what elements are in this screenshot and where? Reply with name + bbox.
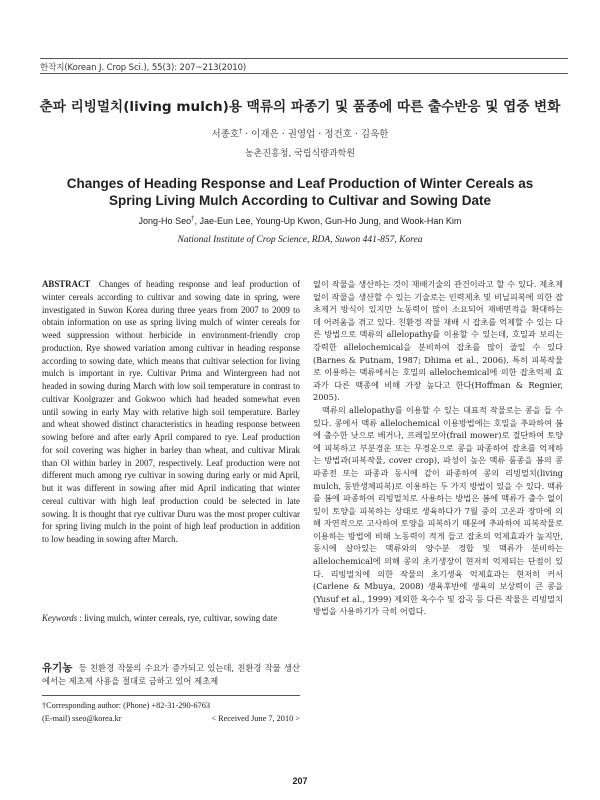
footnote-received: < Received June 7, 2010 > (211, 714, 300, 723)
keywords-label: Keywords (42, 613, 78, 623)
keywords (42, 612, 352, 625)
introduction (42, 662, 300, 688)
corresponding-mark: † (239, 127, 243, 135)
page-number: 207 (292, 776, 308, 786)
footnote-rule (42, 695, 300, 696)
english-coauthors: , Jae-Eun Lee, Young-Up Kwon, Gun-Ho Jung, and Wook-Han Kim (194, 216, 462, 226)
right-column-paragraph-1: 없이 작물을 생산하는 것이 재배기술의 관건이라고 할 수 있다. 제초제 없이 작물을 생산할 수 있는 기술로는 인력제초 및 비닐피복에 의한 잡초제거 방식이 있지만 노동력이 많이 소요되어 재배면적을 확대하는 데 어려움을 겪고 있다. 친환경 작물 재배 시 잡초를 억제할 수 있는 다른 방법으로 맥류의 allelopathy를 이용할 수 있는데, 호밀과 보리는 강력한 allelochemical을 분비하여 잡초를 많이 줄일 수 있다(Barnes & Putnam, 1987; Dhima et al., 2006). 특히 피복작물로 이용하는 맥류에서는 호밀의 allelochemical에 의한 잡초억제 효과가 다른 맥종에 비해 가장 높다고 한다(Hoffman & Regnier, 2005). (313, 279, 563, 403)
korean-institution: 농촌진흥청, 국립식량과학원 (244, 149, 356, 159)
english-corresponding-mark: † (191, 216, 195, 222)
introduction-heading: 유기농 (42, 662, 73, 674)
english-first-author: Jong-Ho Seo (138, 216, 192, 226)
korean-title: 춘파 리빙멀치(living mulch)용 맥류의 파종기 및 품종에 따른 출수반응 및 엽중 변화 (39, 99, 561, 115)
keywords-text: : living mulch, winter cereals, rye, cultivar, sowing date (79, 613, 278, 623)
korean-first-author: 서종호 (211, 129, 240, 140)
journal-citation: 한작지(Korean J. Crop Sci.), 55(3): 207~213(2010) (40, 61, 250, 73)
footnote (42, 699, 300, 725)
abstract (42, 278, 300, 546)
footnote-row (42, 712, 300, 725)
korean-coauthors: · 이재은 · 권영업 · 정건호 · 김욱한 (242, 129, 389, 140)
abstract-heading: ABSTRACT (42, 279, 91, 289)
english-institution: National Institute of Crop Science, RDA, Suwon 441-857, Korea (177, 235, 423, 245)
english-authors (0, 216, 600, 226)
right-column-paragraph-2: 맥류의 allelopathy를 이용할 수 있는 대표적 작물로는 콩을 들 수 있다. 콩에서 맥류 allelochemical 이용방법에는 호밀을 추파하여 봄에 출수한 낫으로 베거나, 프레일모아(frail mower)로 절단하여 토양에 피복하고 부분경운 또는 무경운으로 콩을 파종하여 잡초를 억제하는 방법과(피복작물, cover crop), 파성이 높은 맥류 품종을 봄의 콩 파종전 또는 파종과 동시에 같이 파종하여 콩의 리빙멀치(living mulch, 동반생체피복)로 이용하는 두 가지 방법이 있을 수 있다. 맥류를 봄에 파종하여 리빙멀치로 사용하는 방법은 봄에 맥류가 출수 없이 잎이 토양을 피복하는 상태로 생육하다가 7월 중의 고온과 장마에 의해 자연적으로 고사하여 토양을 피복하기 때문에 추파하여 피복작물로 이용하는 방법에 비해 노동력이 적게 들고 잡초의 억제효과가 높지만, 동시에 살아있는 맥류와의 양수분 경합 및 맥류가 분비하는 allelochemical에 의해 콩의 초기생장이 현저히 억제되는 단점이 있다. 리빙멀치에 의한 작물의 초기생육 억제효과는 현저히 커서 (Carlene & Mbuya, 2008) 생육후반에 생육의 보상력이 큰 콩을(Yusuf et al., 1999) 제외한 옥수수 및 잡곡 등 다른 작물은 리빙멀치 방법을 사용하기가 극히 어렵다. (313, 404, 563, 617)
right-column (313, 278, 563, 618)
footnote-corresponding: †Corresponding author: (Phone) +82-31-290-6763 (42, 701, 211, 710)
english-title: Changes of Heading Response and Leaf Production of Winter Cereals as Spring Living Mulch According to Cultivar and Sowing Date (66, 176, 534, 208)
abstract-text: Changes of heading response and leaf production of winter cereals according to cultivar and sowing date in spring, were investigated in Suwon Korea during three years from 2007 to 2009 to obtain information on use as spring living mulch of winter cereals for weed suppression without herbicide in environment-friendly crop production. Rye showed variation among cultivar in heading response according to sowing date, which means that cultivar selection for living mulch is important in rye. Cultivar Prima and Wintergreen had not headed in sowing during March with low soil temperature in contrast to cultivar Koolgrazer and Gokwoo which had headed somewhat even until sowing in early May with relative high soil temperature. Barley and wheat showed distinct characteristics in heading response between sowing before and after early April compared to rye. Leaf production for soil covering was higher in barley than wheat, and cultivar Mirak than Ol within barley in 2007, respectively. Leaf production were not different much among rye cultivar in sowing during early or mid April, but it was different in sowing after mid April indicating that winter cereal cultivar with high leaf production could be selected in late sowing. It is thought that rye cultivar Duru was the most proper cultivar for spring living mulch in the point of high leaf production in addition to low heading in sowing after March. (42, 279, 300, 544)
footnote-email: (E-mail) sseo@korea.kr (42, 714, 122, 723)
introduction-text: 등 친환경 작물의 수요가 증가되고 있는데, 친환경 작물 생산에서는 제초제 사용을 절대로 금하고 있어 제초제 (42, 663, 301, 686)
korean-authors (0, 126, 600, 140)
